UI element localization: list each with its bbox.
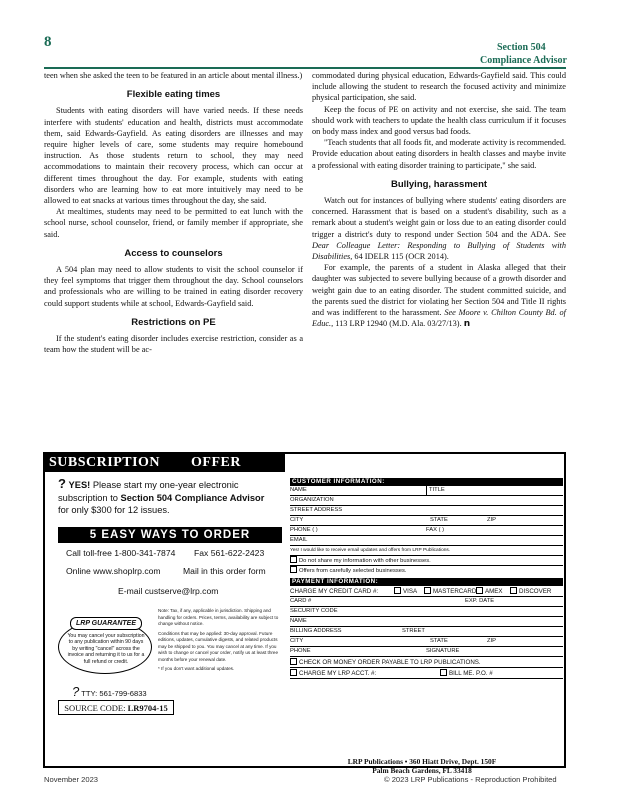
optout-option[interactable]	[290, 556, 563, 566]
option-label: BILL ME.	[449, 670, 475, 677]
field-label: CITY	[290, 638, 304, 644]
note: Note: Tax, if any, applicable in jurisdiction. Shipping and handling for orders. Prices, terms, availability are subject to change without notice.	[158, 608, 279, 626]
check-option[interactable]	[290, 658, 563, 668]
paragraph: If the student's eating disorder includes exercise restriction, consider as a team how the student will be ac-	[44, 334, 303, 355]
email-consent: Yes! I would like to receive email updates and offers from LRP Publications.	[290, 546, 563, 556]
paragraph: A 504 plan may need to allow students to visit the school counselor if they feel symptoms that trigger them throughout the day. School counselors and professionals who are willing to be trained in eating disorder recovery could support students while at school, Edwards-Gayfield said.	[44, 265, 303, 308]
card-type-row	[290, 587, 563, 597]
payment-info-header: PAYMENT INFORMATION:	[290, 578, 563, 586]
po-label: P.O. #	[475, 670, 493, 677]
note: * If you don't want additional updates.	[158, 666, 235, 671]
easy-ways-banner: 5 EASY WAYS TO ORDER	[58, 527, 282, 543]
lrp-account-option[interactable]	[290, 669, 563, 679]
fax-number[interactable]: Fax 561-622-2423	[194, 548, 265, 558]
field-label: CARD #	[290, 598, 312, 604]
product-name: Section 504 Compliance Advisor	[120, 492, 265, 503]
mailing-address	[296, 757, 548, 775]
organization-field[interactable]: ORGANIZATION	[290, 496, 563, 506]
offers-option[interactable]	[290, 566, 563, 575]
question-icon: ?	[72, 684, 80, 699]
bill-me-option[interactable]	[440, 669, 493, 678]
text-run: Watch out for instances of bullying where students' eating disorders are concerned. Harassment that is based on a student's disability, such as a remark about a student's weight gain or loss due to an eating disorder could trigger a district's duty to respond under Section 504 and the ADA. See	[312, 196, 566, 239]
billing-city-field[interactable]	[290, 637, 563, 647]
footer-copyright: © 2023 LRP Publications - Reproduction Prohibited	[384, 775, 557, 784]
email-link[interactable]: E-mail custserve@lrp.com	[118, 586, 219, 596]
zip-field[interactable]: ZIP	[487, 517, 497, 523]
option-label: CHECK OR MONEY ORDER PAYABLE TO LRP PUBLICATIONS.	[299, 659, 481, 666]
subscription-title: SUBSCRIPTION	[49, 455, 161, 470]
checkbox[interactable]	[290, 556, 297, 563]
title-field[interactable]: TITLE	[426, 486, 445, 495]
offer-text	[58, 478, 283, 517]
article-column-2	[312, 70, 566, 330]
field-label: PHONE ( )	[290, 527, 318, 533]
col2-intro: commodated during physical education, Edwards-Gayfield said. This could include allowing the student to research the focused activity and minimize physical participation, she said.	[312, 71, 566, 103]
col1-intro: teen when she asked the teen to be featured in an article about mental illness.)	[44, 71, 303, 80]
checkbox[interactable]	[290, 566, 297, 573]
text-run: For example, the parents of a student in Alaska alleged that their daughter was subjected to severe bullying because of a growth disorder and weight gain due to an eating disorder. The student committed suicide, and the parents sued the district for violating her Section 504 and Title II rights and was indifferent to the harassment.	[312, 263, 566, 318]
citation: Dear Colleague Letter: Responding to Bullying of Students with Disabilities	[312, 240, 566, 262]
billing-address-field[interactable]	[290, 627, 563, 637]
online-link[interactable]: Online www.shoplrp.com	[66, 566, 161, 576]
paragraph: Keep the focus of PE on activity and not exercise, she said. The team should work with teachers to update the health class curriculum if it focuses on body mass index and good versus bad foods.	[312, 104, 566, 137]
newsletter-section: Section 504	[497, 42, 546, 53]
option-label: CHARGE MY LRP ACCT. #:	[299, 670, 377, 677]
state-field[interactable]: STATE	[430, 517, 448, 523]
call-toll-free[interactable]: Call toll-free 1-800-341-7874	[66, 548, 176, 558]
option-label: AMEX	[485, 588, 503, 595]
checkbox[interactable]	[290, 658, 297, 665]
yes-label: YES!	[68, 480, 91, 490]
tty-text: TTY: 561-799-6833	[81, 689, 147, 698]
text-run: , 113 LRP 12940 (M.D. Ala. 03/27/13).	[331, 319, 462, 329]
field-label: CITY	[290, 517, 304, 523]
discover-option[interactable]	[510, 587, 551, 596]
heading-restrictions-pe: Restrictions on PE	[131, 316, 216, 328]
offer-title: OFFER	[191, 455, 241, 470]
customer-info-header: CUSTOMER INFORMATION:	[290, 478, 563, 486]
option-label: VISA	[403, 588, 418, 595]
page-number: 8	[44, 34, 52, 50]
visa-option[interactable]	[394, 587, 417, 596]
name-on-card-field[interactable]: NAME	[290, 617, 563, 627]
amex-option[interactable]	[476, 587, 503, 596]
text-run: , 64 IDELR 115 (OCR 2014).	[350, 252, 449, 262]
offer-sentence: Please start my one-year electronic subscription to	[58, 480, 239, 503]
order-notes	[158, 608, 282, 673]
tty-number	[72, 684, 147, 699]
question-icon: ?	[58, 476, 66, 491]
checkbox[interactable]	[290, 669, 297, 676]
mail-order: Mail in this order form	[183, 566, 266, 576]
fax-field[interactable]: FAX ( )	[426, 527, 445, 533]
heading-bullying: Bullying, harassment	[390, 178, 488, 190]
paragraph	[312, 195, 566, 262]
security-code-field[interactable]: SECURITY CODE	[290, 607, 563, 617]
checkbox[interactable]	[510, 587, 517, 594]
field-label: PHONE	[290, 648, 311, 654]
billing-state-field[interactable]: STATE	[430, 638, 448, 644]
price-text: for only $300 for 12 issues.	[58, 505, 170, 515]
guarantee-title: LRP GUARANTEE	[70, 617, 142, 630]
paragraph: Students with eating disorders will have varied needs. If these needs interfere with students' education and health, districts must accommodate them, said Edwards-Gayfield. As eating disorders are illnesses and may require higher levels of care, some students may require homebound instruction. As those students return to school, they may need accommodations to maintain their recovery process, which can occur at different times throughout the day. For example, students with eating disorders who are learning how to eat more intuitively may need to be allowed to eat snacks at various times throughout the day, she said.	[44, 106, 303, 206]
name-field[interactable]	[290, 486, 563, 496]
signature-field[interactable]: SIGNATURE	[426, 648, 460, 654]
checkbox[interactable]	[424, 587, 431, 594]
heading-flexible-eating: Flexible eating times	[126, 89, 221, 101]
newsletter-name: Compliance Advisor	[480, 55, 567, 66]
option-label: DISCOVER	[519, 588, 552, 595]
subscription-header	[45, 454, 285, 472]
billing-phone-field[interactable]	[290, 647, 563, 657]
email-field[interactable]: EMAIL	[290, 536, 563, 546]
paragraph: At mealtimes, students may need to be permitted to eat lunch with the school nurse, school counselor, friend, or family member if appropriate, she said.	[44, 207, 303, 239]
note: Conditions that may be applied: 30-day approval. Future editions, updates, cumulative digests, and related products may be shipped to you. You may cancel at any time. If you wish to change or cancel your order, notify us at least three months before your renewal date.	[158, 630, 279, 662]
source-code-label: SOURCE CODE:	[64, 703, 126, 713]
exp-date-field[interactable]: EXP. DATE	[465, 598, 495, 604]
checkbox[interactable]	[394, 587, 401, 594]
field-label: NAME	[290, 487, 307, 493]
charge-label: CHARGE MY CREDIT CARD #:	[290, 588, 379, 595]
source-code-value: LR9704-15	[127, 703, 168, 713]
city-field[interactable]	[290, 516, 563, 526]
option-label: Offers from carefully selected businesses.	[299, 568, 407, 574]
street-label: STREET	[402, 628, 425, 634]
paragraph: "Teach students that all foods fit, and moderate activity is recommended. Provide education about eating disorders in health classes and maybe invite a professional with eating disorder training to participate," she said.	[312, 138, 566, 170]
header-rule	[44, 67, 566, 69]
source-code-box	[58, 700, 174, 715]
phone-field[interactable]	[290, 526, 563, 536]
checkbox[interactable]	[476, 587, 483, 594]
address-line-2: Palm Beach Gardens, FL 33418	[372, 766, 472, 775]
field-label: BILLING ADDRESS	[290, 628, 342, 634]
street-field[interactable]: STREET ADDRESS	[290, 506, 563, 516]
footer-date: November 2023	[44, 775, 99, 784]
option-label: Do not share my information with other businesses.	[299, 558, 431, 564]
billing-zip-field[interactable]: ZIP	[487, 638, 497, 644]
card-number-field[interactable]	[290, 597, 563, 607]
end-mark: n	[463, 319, 471, 330]
heading-access-counselors: Access to counselors	[124, 247, 223, 259]
guarantee-text: You may cancel your subscription to any publication within 90 days by writing "cancel" across the invoice and returning it to us for a full refund or credit.	[67, 633, 145, 665]
article-column-1	[44, 70, 303, 355]
paragraph	[312, 262, 566, 330]
checkbox[interactable]	[440, 669, 447, 676]
address-line-1: LRP Publications • 360 Hiatt Drive, Dept. 150F	[347, 757, 497, 766]
mastercard-option[interactable]	[424, 587, 476, 596]
citation: See Moore v. Chilton County Bd. of Educ.	[312, 308, 566, 329]
option-label: MASTERCARD	[433, 588, 477, 595]
